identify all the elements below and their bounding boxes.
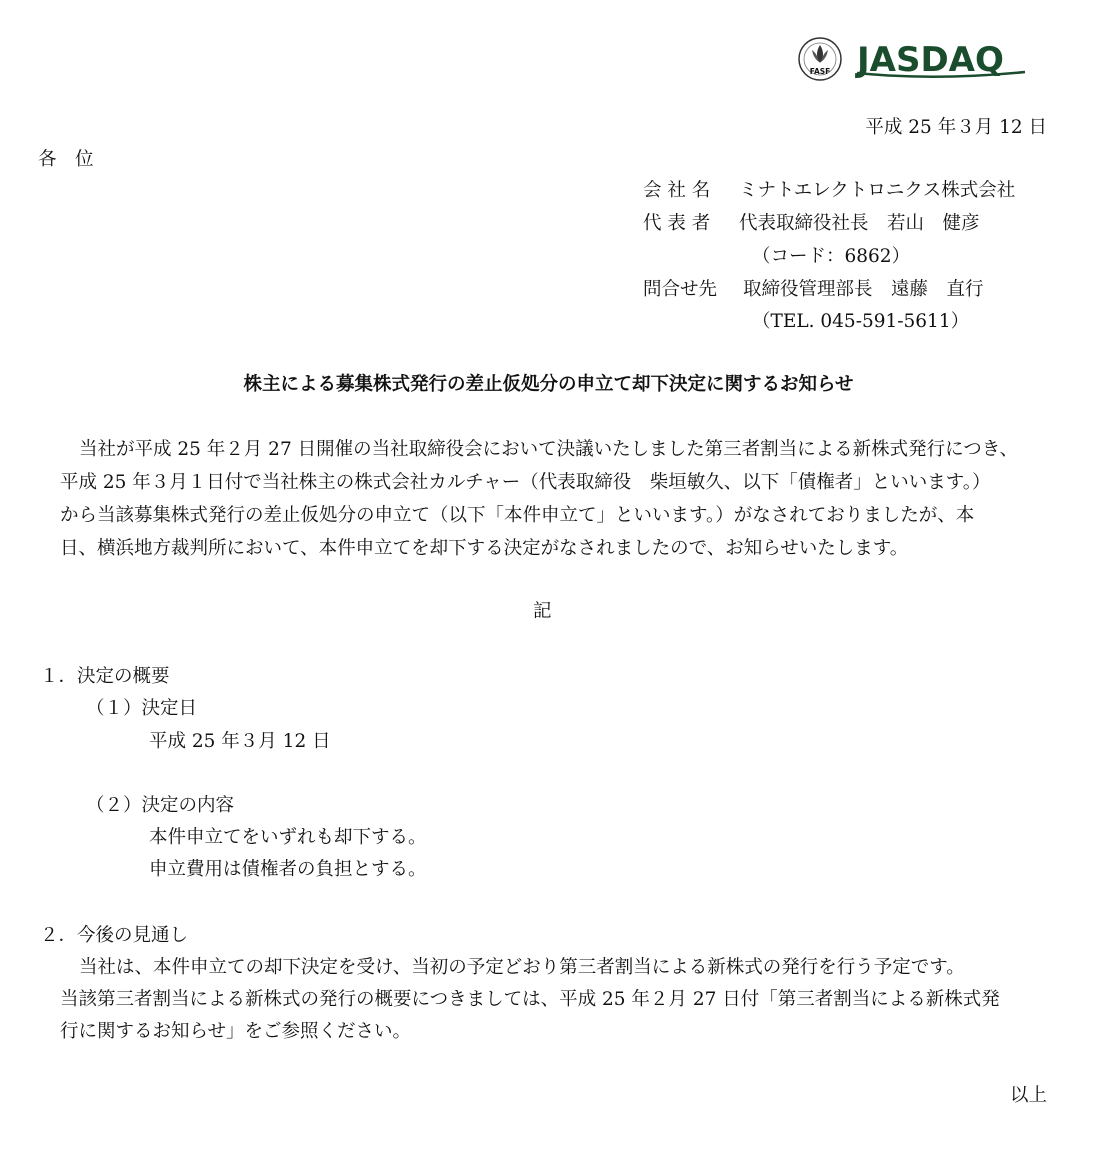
addressee: 各 位: [38, 149, 94, 170]
intro-line: から当該募集株式発行の差止仮処分の申立て（以下「本件申立て」といいます。）がなされておりましたが、本: [60, 505, 975, 526]
representative-value: 代表取締役社長 若山 健彦: [739, 213, 980, 234]
decision-date: 平成 25 年３月 12 日: [149, 731, 331, 752]
decision-content-line: 申立費用は債権者の負担とする。: [149, 859, 427, 880]
contact-tel: （TEL. 045-591-5611）: [752, 311, 970, 332]
fasf-logo-text: FASF: [809, 67, 831, 76]
stock-code: （コード：6862）: [752, 246, 911, 267]
header-logos: [797, 36, 1037, 86]
contact-value: 取締役管理部長 遠藤 直行: [743, 279, 984, 300]
fasf-logo: [797, 36, 843, 82]
jasdaq-logo: JASDAQ: [857, 40, 1004, 80]
section1-heading: １．決定の概要: [40, 666, 170, 687]
representative-label: 代 表 者: [643, 213, 711, 234]
contact-label: 問合せ先: [643, 279, 718, 300]
intro-line: 当社が平成 25 年２月 27 日開催の当社取締役会において決議いたしました第三者割当による新株式発行につき、: [79, 439, 1018, 460]
ki-marker: 記: [533, 601, 552, 622]
intro-line: 平成 25 年３月１日付で当社株主の株式会社カルチャー（代表取締役 柴垣敏久、以下「債権者」といいます。）: [60, 472, 991, 493]
section2-heading: ２．今後の見通し: [40, 925, 189, 946]
section1-sub2-heading: （２）決定の内容: [86, 795, 235, 816]
closing-ijou: 以上: [1009, 1085, 1047, 1106]
company-name-label: 会 社 名: [643, 180, 711, 201]
document-date: 平成 25 年３月 12 日: [865, 117, 1047, 138]
outlook-line: 行に関するお知らせ」をご参照ください。: [60, 1021, 411, 1042]
section1-sub1-heading: （１）決定日: [86, 698, 198, 719]
decision-content-line: 本件申立てをいずれも却下する。: [149, 827, 427, 848]
jasdaq-swoosh-icon: [855, 70, 1027, 80]
outlook-line: 当社は、本件申立ての却下決定を受け、当初の予定どおり第三者割当による新株式の発行を行う予定です。: [79, 957, 965, 978]
document-title: 株主による募集株式発行の差止仮処分の申立て却下決定に関するお知らせ: [243, 374, 854, 395]
outlook-line: 当該第三者割当による新株式の発行の概要につきましては、平成 25 年２月 27 日付「第三者割当による新株式発: [60, 989, 1000, 1010]
company-name-value: ミナトエレクトロニクス株式会社: [739, 180, 1016, 201]
intro-line: 日、横浜地方裁判所において、本件申立てを却下する決定がなされましたので、お知らせいたします。: [60, 538, 909, 559]
